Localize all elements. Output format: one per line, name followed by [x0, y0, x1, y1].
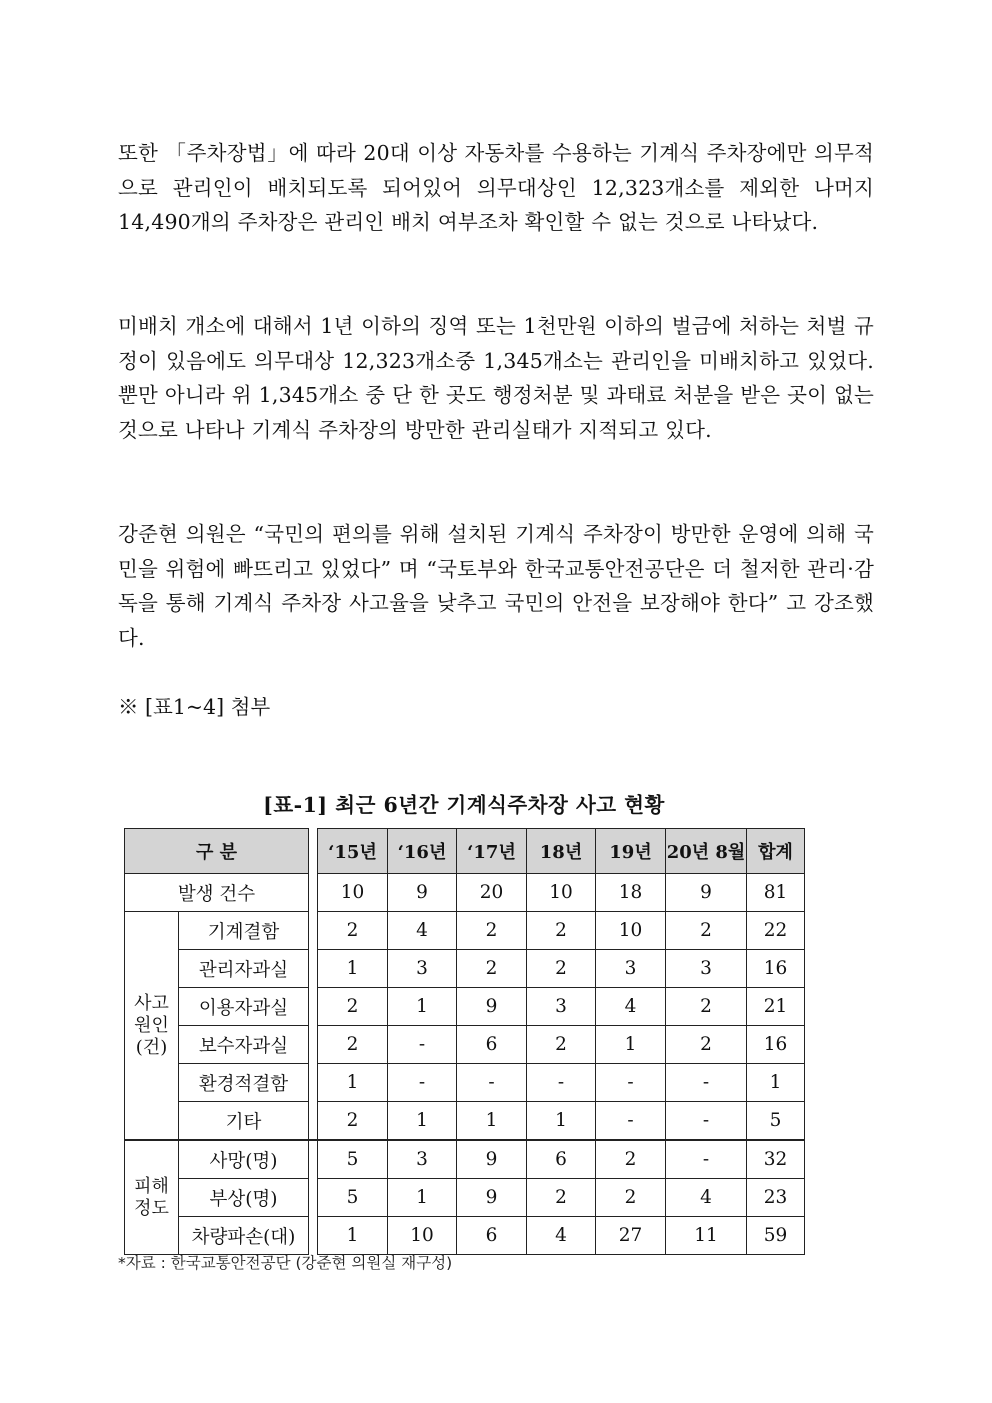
group-label-line: 사고	[134, 992, 169, 1014]
accident-stats-table	[124, 828, 805, 1255]
row-label: 관리자과실	[179, 950, 309, 988]
table-row	[125, 912, 805, 950]
table-source: *자료 : 한국교통안전공단 (강준현 의원실 재구성)	[118, 1254, 453, 1272]
table-cell: 16	[747, 1026, 805, 1064]
column-divider	[309, 874, 318, 912]
column-divider	[309, 950, 318, 988]
table-cell: 4	[527, 1217, 596, 1255]
column-divider	[309, 912, 318, 950]
table-cell: 2	[318, 1102, 388, 1141]
header-year: ‘15년	[318, 829, 388, 874]
table-cell: 27	[596, 1217, 666, 1255]
column-divider	[309, 1064, 318, 1102]
table-cell: -	[388, 1026, 457, 1064]
table-cell: 2	[457, 912, 527, 950]
table-cell: 9	[457, 988, 527, 1026]
row-label: 기계결함	[179, 912, 309, 950]
table-row	[125, 874, 805, 912]
header-divider	[309, 829, 318, 874]
table-cell: -	[666, 1140, 747, 1179]
table-cell: 1	[596, 1026, 666, 1064]
group-label-line: (건)	[135, 1036, 168, 1058]
table-cell: 2	[527, 950, 596, 988]
table-cell: 20	[457, 874, 527, 912]
table-row	[125, 988, 805, 1026]
table-cell: 2	[596, 1179, 666, 1217]
table-cell: 9	[388, 874, 457, 912]
table-cell: 10	[388, 1217, 457, 1255]
header-year: ‘17년	[457, 829, 527, 874]
header-year: ‘16년	[388, 829, 457, 874]
table-cell: -	[666, 1064, 747, 1102]
table-row	[125, 950, 805, 988]
table-cell: 2	[666, 912, 747, 950]
table-cell: 6	[457, 1026, 527, 1064]
header-year: 18년	[527, 829, 596, 874]
table-row	[125, 1026, 805, 1064]
row-label: 차량파손(대)	[179, 1217, 309, 1255]
header-category: 구 분	[125, 829, 309, 874]
table-cell: 2	[318, 912, 388, 950]
table-cell: 1	[388, 1179, 457, 1217]
row-label: 이용자과실	[179, 988, 309, 1026]
table-cell: 1	[318, 1064, 388, 1102]
table-cell: 1	[318, 950, 388, 988]
table-cell: 4	[388, 912, 457, 950]
table-cell: 32	[747, 1140, 805, 1179]
table-cell: -	[596, 1064, 666, 1102]
header-total: 합계	[747, 829, 805, 874]
table-cell: 81	[747, 874, 805, 912]
column-divider	[309, 1140, 318, 1179]
paragraph-unassigned-sites: 미배치 개소에 대해서 1년 이하의 징역 또는 1천만원 이하의 벌금에 처하는 처벌 규정이 있음에도 의무대상 12,323개소중 1,345개소는 관리인을 미배치하고 있었다. 뿐만 아니라 위 1,345개소 중 단 한 곳도 행정처분 및 과태료 처분을 받은 곳이 없는 것으로 나타나 기계식 주차장의 방만한 관리실태가 지적되고 있다.	[118, 314, 874, 442]
table-cell: 2	[666, 1026, 747, 1064]
table-cell: 3	[527, 988, 596, 1026]
table-cell: 10	[318, 874, 388, 912]
attachment-note: ※ [표1~4] 첨부	[118, 695, 271, 719]
table-cell: 2	[318, 1026, 388, 1064]
table-row	[125, 1179, 805, 1217]
table-cell: 3	[388, 950, 457, 988]
table-cell: -	[596, 1102, 666, 1141]
row-label: 발생 건수	[125, 874, 309, 912]
table-cell: -	[457, 1064, 527, 1102]
table-cell: 6	[457, 1217, 527, 1255]
table-cell: 1	[318, 1217, 388, 1255]
table-cell: 22	[747, 912, 805, 950]
row-label: 보수자과실	[179, 1026, 309, 1064]
table-cell: 1	[388, 1102, 457, 1141]
table-cell: -	[666, 1102, 747, 1141]
table-cell: 21	[747, 988, 805, 1026]
group-label-line: 피해	[134, 1175, 169, 1197]
row-label: 기타	[179, 1102, 309, 1141]
table-cell: 18	[596, 874, 666, 912]
table-cell: 5	[747, 1102, 805, 1141]
table-cell: 9	[457, 1179, 527, 1217]
row-label: 환경적결함	[179, 1064, 309, 1102]
paragraph-parking-law: 또한 「주차장법」에 따라 20대 이상 자동차를 수용하는 기계식 주차장에만 의무적으로 관리인이 배치되도록 되어있어 의무대상인 12,323개소를 제외한 나머지 14,490개의 주차장은 관리인 배치 여부조차 확인할 수 없는 것으로 나타났다.	[118, 141, 874, 234]
table-cell: 4	[666, 1179, 747, 1217]
header-year: 20년 8월	[666, 829, 747, 874]
group-label	[125, 1140, 179, 1255]
table-cell: 23	[747, 1179, 805, 1217]
table-cell: 3	[388, 1140, 457, 1179]
table-cell: 9	[457, 1140, 527, 1179]
table-cell: 2	[527, 912, 596, 950]
table-cell: 59	[747, 1217, 805, 1255]
table-row	[125, 1102, 805, 1141]
table-cell: 2	[527, 1026, 596, 1064]
table-cell: 1	[747, 1064, 805, 1102]
table-cell: 1	[527, 1102, 596, 1141]
table-cell: 5	[318, 1179, 388, 1217]
table-cell: 1	[457, 1102, 527, 1141]
column-divider	[309, 1179, 318, 1217]
table-cell: 2	[666, 988, 747, 1026]
table-cell: 1	[388, 988, 457, 1026]
table-title: [표-1] 최근 6년간 기계식주차장 사고 현황	[263, 793, 665, 817]
table-cell: -	[388, 1064, 457, 1102]
table-cell: 4	[596, 988, 666, 1026]
column-divider	[309, 1102, 318, 1141]
table-cell: 9	[666, 874, 747, 912]
table-cell: 10	[527, 874, 596, 912]
paragraph-quote: 강준현 의원은 “국민의 편의를 위해 설치된 기계식 주차장이 방만한 운영에 의해 국민을 위험에 빠뜨리고 있었다” 며 “국토부와 한국교통안전공단은 더 철저한 관리·감독을 통해 기계식 주차장 사고율을 낮추고 국민의 안전을 보장해야 한다” 고 강조했다.	[118, 522, 874, 650]
table-cell: 3	[596, 950, 666, 988]
group-label-line: 원인	[134, 1014, 169, 1036]
group-label-line: 정도	[134, 1197, 169, 1219]
table-cell: -	[527, 1064, 596, 1102]
table-cell: 5	[318, 1140, 388, 1179]
table-row	[125, 1140, 805, 1179]
table-cell: 2	[527, 1179, 596, 1217]
table-row	[125, 1217, 805, 1255]
row-label: 부상(명)	[179, 1179, 309, 1217]
table-cell: 2	[318, 988, 388, 1026]
column-divider	[309, 1026, 318, 1064]
row-label: 사망(명)	[179, 1140, 309, 1179]
table-header-row	[125, 829, 805, 874]
table-cell: 11	[666, 1217, 747, 1255]
table-body	[125, 874, 805, 1255]
column-divider	[309, 988, 318, 1026]
column-divider	[309, 1217, 318, 1255]
table-cell: 2	[596, 1140, 666, 1179]
table-cell: 3	[666, 950, 747, 988]
table-cell: 16	[747, 950, 805, 988]
table-cell: 10	[596, 912, 666, 950]
table-row	[125, 1064, 805, 1102]
group-label	[125, 912, 179, 1141]
table-cell: 6	[527, 1140, 596, 1179]
header-year: 19년	[596, 829, 666, 874]
table-cell: 2	[457, 950, 527, 988]
